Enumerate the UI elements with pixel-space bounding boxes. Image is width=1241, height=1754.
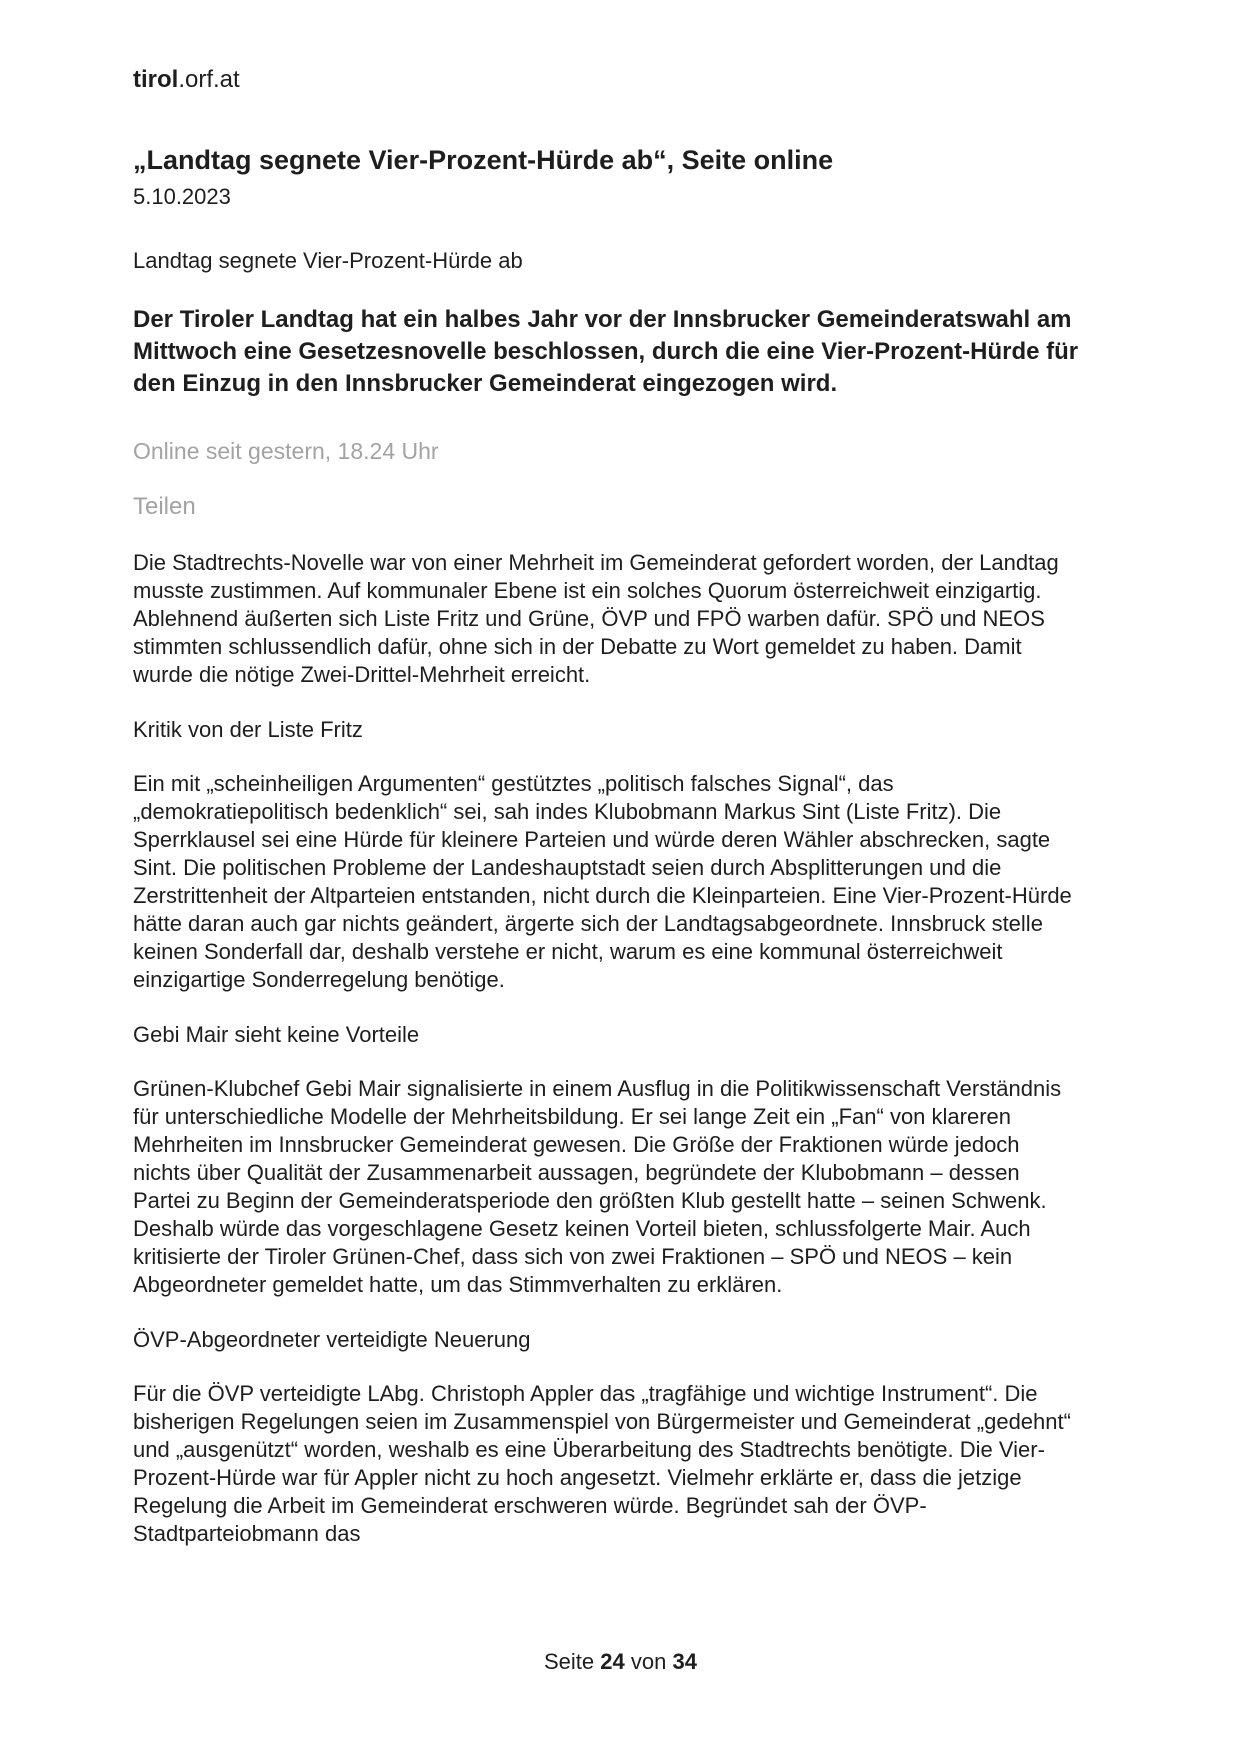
article-lede: Der Tiroler Landtag hat ein halbes Jahr vor der Innsbrucker Gemeinderatswahl am Mittwoch eine Gesetzesnovelle beschlossen, durch die eine Vier-Prozent-Hürde für den Einzug in den Innsbrucker Gemeinderat eingezogen wird. [133, 305, 1079, 397]
page-footer [0, 1648, 1241, 1675]
article-content [133, 0, 1083, 1548]
article-date: 5.10.2023 [133, 183, 231, 209]
article-kicker: Landtag segnete Vier-Prozent-Hürde ab [133, 248, 523, 274]
article-subheading-kritik: Kritik von der Liste Fritz [133, 717, 363, 743]
site-domain: .orf.at [178, 66, 240, 93]
footer-of-label: von [630, 1649, 667, 1674]
article-subheading-oevp: ÖVP-Abgeordneter verteidigte Neuerung [133, 1327, 531, 1353]
site-masthead [133, 66, 1083, 95]
site-brand: tirol [133, 66, 179, 93]
article-timestamp: Online seit gestern, 18.24 Uhr [133, 437, 439, 464]
article-paragraph-2: Ein mit „scheinheiligen Argumenten“ gestütztes „politisch falsches Signal“, das „demokratiepolitisch bedenklich“ sei, sah indes Klubobmann Markus Sint (Liste Fritz). Die Sperrklausel sei eine Hürde für kleinere Parteien und würde deren Wähler abschrecken, sagte Sint. Die politischen Probleme der Landeshauptstadt seien durch Absplitterungen und die Zerstrittenheit der Altparteien entstanden, nicht durch die Kleinparteien. Eine Vier-Prozent-Hürde hätte daran auch gar nichts geändert, ärgerte sich der Landtagsabgeordnete. Innsbruck stelle keinen Sonderfall dar, deshalb verstehe er nicht, warum es eine kommunal österreichweit einzigartige Sonderregelung benötige. [133, 771, 1072, 993]
article-paragraph-1: Die Stadtrechts-Novelle war von einer Mehrheit im Gemeinderat gefordert worden, der Landtag musste zustimmen. Auf kommunaler Ebene ist ein solches Quorum österreichweit einzigartig. Ablehnend äußerten sich Liste Fritz und Grüne, ÖVP und FPÖ warben dafür. SPÖ und NEOS stimmten schlussendlich dafür, ohne sich in der Debatte zu Wort gemeldet zu haben. Damit wurde die nötige Zwei-Drittel-Mehrheit erreicht. [133, 550, 1059, 688]
footer-total-pages: 34 [672, 1649, 697, 1674]
footer-current-page: 24 [600, 1649, 625, 1674]
article-subheading-gebi-mair: Gebi Mair sieht keine Vorteile [133, 1022, 420, 1048]
share-link[interactable]: Teilen [133, 493, 196, 521]
page-title: „Landtag segnete Vier-Prozent-Hürde ab“, Seite online [133, 144, 834, 175]
article-paragraph-3: Grünen-Klubchef Gebi Mair signalisierte in einem Ausflug in die Politikwissenschaft Verständnis für unterschiedliche Modelle der Mehrheitsbildung. Er sei lange Zeit ein „Fan“ von klareren Mehrheiten im Innsbrucker Gemeinderat gewesen. Die Größe der Fraktionen würde jedoch nichts über Qualität der Zusammenarbeit aussagen, begründete der Klubobmann – dessen Partei zu Beginn der Gemeinderatsperiode den größten Klub gestellt hatte – seinen Schwenk. Deshalb würde das vorgeschlagene Gesetz keinen Vorteil bieten, schlussfolgerte Mair. Auch kritisierte der Tiroler Grünen-Chef, dass sich von zwei Fraktionen – SPÖ und NEOS – kein Abgeordneter gemeldet hatte, um das Stimmverhalten zu erklären. [133, 1076, 1062, 1298]
footer-page-label: Seite [544, 1649, 595, 1674]
article-paragraph-4: Für die ÖVP verteidigte LAbg. Christoph Appler das „tragfähige und wichtige Instrument“. Die bisherigen Regelungen seien im Zusammenspiel von Bürgermeister und Gemeinderat „gedehnt“ und „ausgenützt“ worden, weshalb es eine Überarbeitung des Stadtrechts benötigte. Die Vier-Prozent-Hürde war für Appler nicht zu hoch angesetzt. Vielmehr erklärte er, dass die jetzige Regelung die Arbeit im Gemeinderat erschweren würde. Begründet sah der ÖVP-Stadtparteiobmann das [133, 1381, 1071, 1547]
